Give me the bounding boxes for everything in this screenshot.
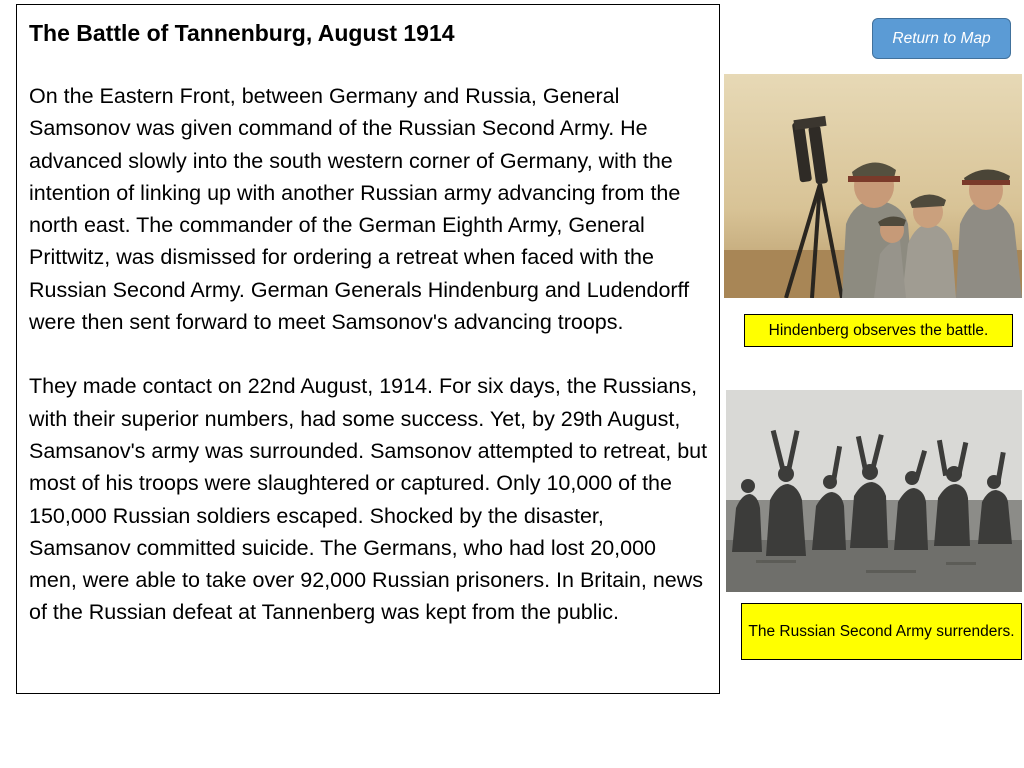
photo-caption-surrender: The Russian Second Army surrenders. bbox=[741, 603, 1022, 660]
surrender-photo bbox=[726, 390, 1022, 592]
return-to-map-button[interactable]: Return to Map bbox=[872, 18, 1011, 59]
article-paragraph-1: On the Eastern Front, between Germany and Russia, General Samsonov was given command of the Russian Second Army. He advanced slowly into the south western corner of Germany, with the intention of linking up with another Russian army advancing from the north east. The commander of the German Eighth Army, General Prittwitz, was dismissed for ordering a retreat when faced with the Russian Second Army. German Generals Hindenburg and Ludendorff were then sent forward to meet Samsonov's advancing troops. bbox=[29, 84, 690, 335]
article-title: The Battle of Tannenburg, August 1914 bbox=[29, 20, 455, 46]
hindenburg-photo bbox=[724, 74, 1022, 298]
article-paragraph-2: They made contact on 22nd August, 1914. For six days, the Russians, with their superior numbers, had some success. Yet, by 29th August, Samsanov's army was surrounded. Samsonov attempted to retreat, but most of his troops were slaughtered or captured. Only 10,000 of the 150,000 Russian soldiers escaped. Shocked by the disaster, Samsanov committed suicide. The Germans, who had lost 20,000 men, were able to take over 92,000 Russian prisoners. In Britain, news of the Russian defeat at Tannenberg was kept from the public. bbox=[29, 374, 708, 625]
article-text-box bbox=[16, 4, 720, 694]
photo-caption-hindenburg: Hindenberg observes the battle. bbox=[744, 314, 1013, 347]
